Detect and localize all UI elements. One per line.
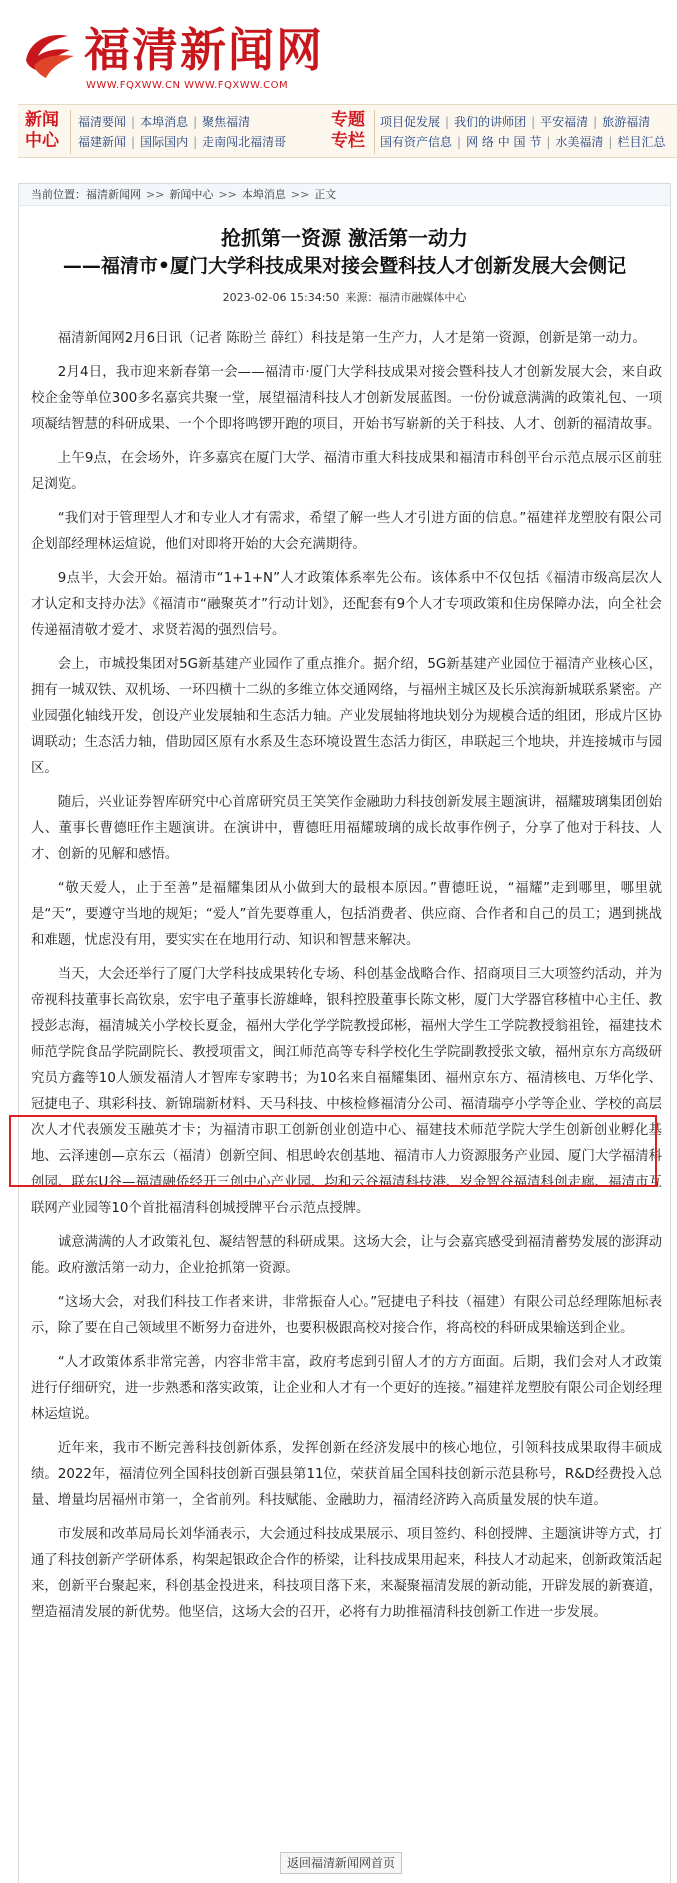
article-paragraph: 福清新闻网2月6日讯（记者 陈盼兰 薛红）科技是第一生产力，人才是第一资源，创新是第一动力。 (57, 331, 646, 346)
nav-link[interactable]: 水美福清 (555, 135, 604, 149)
breadcrumb-item: 正文 (314, 188, 337, 201)
nav-news-block (18, 105, 328, 159)
bird-logo-icon (20, 26, 80, 86)
nav-link[interactable]: 本埠消息 (140, 115, 189, 129)
nav-special-row-2: 国有资产信息 | 网 络 中 国 节 | 水美福清 | 栏目汇总 (380, 135, 666, 149)
nav-special-title[interactable]: 专题 专栏 (331, 110, 365, 151)
nav-link[interactable]: 国有资产信息 (380, 135, 453, 149)
nav-link[interactable]: 走南闯北福清哥 (202, 135, 287, 149)
main-nav (18, 104, 677, 158)
breadcrumb-item[interactable]: 福清新闻网 (86, 188, 141, 201)
site-logo[interactable] (20, 20, 400, 98)
article-paragraph: “我们对于管理型人才和专业人才有需求，希望了解一些人才引进方面的信息。”福建祥龙塑胶有限公司企划部经理林运煊说，他们对即将开始的大会充满期待。 (31, 511, 662, 552)
nav-divider (374, 110, 375, 154)
article-paragraph: 市发展和改革局局长刘华涌表示，大会通过科技成果展示、项目签约、科创授牌、主题演讲等方式，打通了科技创新产学研体系，构架起银政企合作的桥梁，让科技成果用起来，科技人才动起来，创新政策活起来，创新平台聚起来，科创基金投进来，科技项目落下来，来凝聚福清发展的新动能，开辟发展的新赛道，塑造福清发展的新优势。他坚信，这场大会的召开，必将有力助推福清科技创新工作进一步发展。 (31, 1527, 662, 1620)
nav-special-block (328, 105, 677, 159)
nav-news-row-1: 福清要闻 | 本埠消息 | 聚焦福清 (78, 115, 251, 129)
breadcrumb-label: 当前位置： (31, 188, 86, 201)
article-paragraph: “这场大会，对我们科技工作者来讲，非常振奋人心。”冠捷电子科技（福建）有限公司总经理陈旭标表示，除了要在自己领域里不断努力奋进外，也要积极跟高校对接合作，将高校的科研成果输送到企业。 (31, 1295, 662, 1336)
nav-link[interactable]: 栏目汇总 (617, 135, 666, 149)
article-date: 2023-02-06 15:34:50 (222, 291, 340, 304)
article-paragraph: 当天，大会还举行了厦门大学科技成果转化专场、科创基金战略合作、招商项目三大项签约活动，并为帝视科技董事长高钦泉，宏宇电子董事长游雄峰，银科控股董事长陈文彬，厦门大学器官移植中心主任、教授彭志海，福清城关小学校长夏金，福州大学化学学院教授邱彬，福州大学生工学院教授翁祖铨，福建技术师范学院食品学院副院长、教授项雷文，闽江师范高等专科学校化生学院副教授张文敏，福州京东方高级研究员方鑫等10人颁发福清人才智库专家聘书；为10名来自福耀集团、福州京东方、福清核电、万华化学、冠捷电子、琪彩科技、新锦瑞新材料、天马科技、中核检修福清分公司、福清瑞亭小学等企业、学校的高层次人才代表颁发玉融英才卡；为福清市职工创新创业创造中心、福建技术师范学院大学生创新创业孵化基地、云泽速创—京东云（福清）创新空间、相思岭农创基地、福清市人力资源服务产业园、厦门大学福清科创园、联东U谷—福清融侨经开三创中心产业园、均和云谷福清科技港、岁金智谷福清科创走廊、福清市互联网产业园等10个首批福清科创城授牌平台示范点授牌。 (31, 967, 662, 1216)
article-paragraph: 随后，兴业证券智库研究中心首席研究员王笑笑作金融助力科技创新发展主题演讲，福耀玻璃集团创始人、董事长曹德旺作主题演讲。在演讲中，曹德旺用福耀玻璃的成长故事作例子，分享了他对于科技、人才、创新的见解和感悟。 (31, 795, 662, 862)
nav-link[interactable]: 旅游福清 (602, 115, 651, 129)
site-name: 福清新闻网 (84, 23, 324, 77)
nav-link[interactable]: 项目促发展 (380, 115, 441, 129)
back-home-button[interactable]: 返回福清新闻网首页 (280, 1852, 402, 1874)
breadcrumb-item[interactable]: 新闻中心 (169, 188, 214, 201)
nav-news-title[interactable]: 新闻 中心 (25, 110, 59, 151)
article-title: 抢抓第一资源 激活第一动力 (221, 226, 468, 250)
article-paragraph: “人才政策体系非常完善，内容非常丰富，政府考虑到引留人才的方方面面。后期，我们会对人才政策进行仔细研究，进一步熟悉和落实政策，让企业和人才有一个更好的连接。”福建祥龙塑胶有限公司企划经理林运煊说。 (31, 1355, 662, 1422)
article-paragraph: “敬天爱人，止于至善”是福耀集团从小做到大的最根本原因。”曹德旺说，“福耀”走到哪里，哪里就是“天”，要遵守当地的规矩；“爱人”首先要尊重人，包括消费者、供应商、合作者和自己的员工；遇到挑战和难题，忧虑没有用，要实实在在地用行动、知识和智慧来解决。 (31, 881, 662, 948)
nav-news-row-2: 福建新闻 | 国际国内 | 走南闯北福清哥 (78, 135, 287, 149)
nav-link[interactable]: 我们的讲师团 (454, 115, 527, 129)
breadcrumb-item[interactable]: 本埠消息 (241, 188, 286, 201)
highlight-annotation-box (9, 1115, 657, 1187)
nav-link[interactable]: 聚焦福清 (202, 115, 251, 129)
article-paragraph: 上午9点，在会场外，许多嘉宾在厦门大学、福清市重大科技成果和福清市科创平台示范点展示区前驻足浏览。 (31, 451, 662, 492)
site-urls: WWW.FQXWW.CN WWW.FQXWW.COM (86, 80, 289, 91)
article-paragraph: 2月4日，我市迎来新春第一会——福清市·厦门大学科技成果对接会暨科技人才创新发展大会，来自政校企金等单位300多名嘉宾共聚一堂，展望福清科技人才创新发展蓝图。一份份诚意满满的政策礼包、一项项凝结智慧的科研成果、一个个即将鸣锣开跑的项目，开始书写崭新的关于科技、人才、创新的福清故事。 (31, 365, 662, 432)
nav-link[interactable]: 福建新闻 (78, 135, 127, 149)
breadcrumb: 当前位置：福清新闻网 >> 新闻中心 >> 本埠消息 >> 正文 (19, 184, 670, 206)
article-paragraph: 9点半，大会开始。福清市“1+1+N”人才政策体系率先公布。该体系中不仅包括《福清市级高层次人才认定和支持办法》《福清市“融聚英才”行动计划》，还配套有9个人才专项政策和住房保障办法，向全社会传递福清敬才爱才、求贤若渴的强烈信号。 (31, 571, 662, 638)
article-source: 来源：福清市融媒体中心 (345, 291, 467, 304)
article-paragraph: 近年来，我市不断完善科技创新体系，发挥创新在经济发展中的核心地位，引领科技成果取得丰硕成绩。2022年，福清位列全国科技创新百强县第11位，荣获首届全国科技创新示范县称号，R&D经费投入总量、增量均居福州市第一，全省前列。科技赋能、金融助力，福清经济跨入高质量发展的快车道。 (31, 1441, 662, 1508)
nav-divider (70, 110, 71, 154)
nav-special-row-1: 项目促发展 | 我们的讲师团 | 平安福清 | 旅游福清 (380, 115, 651, 129)
nav-link[interactable]: 平安福清 (540, 115, 589, 129)
article-body (31, 326, 662, 1634)
nav-link[interactable]: 网 络 中 国 节 (466, 135, 542, 149)
article-container (18, 183, 671, 1883)
article-meta (19, 290, 670, 306)
article-paragraph: 会上，市城投集团对5G新基建产业园作了重点推介。据介绍，5G新基建产业园位于福清产业核心区，拥有一城双铁、双机场、一环四横十二纵的多维立体交通网络，与福州主城区及长乐滨海新城联系紧密。产业园强化轴线开发，创设产业发展轴和生态活力轴。产业发展轴将地块划分为规模合适的组团，形成片区协调联动；生态活力轴，借助园区原有水系及生态环境设置生态活力街区，串联起三个地块，并连接城市与园区。 (31, 657, 662, 776)
article-paragraph: 诚意满满的人才政策礼包、凝结智慧的科研成果。这场大会，让与会嘉宾感受到福清蓄势发展的澎湃动能。政府激活第一动力，企业抢抓第一资源。 (31, 1235, 662, 1276)
nav-link[interactable]: 福清要闻 (78, 115, 127, 129)
nav-link[interactable]: 国际国内 (140, 135, 189, 149)
article-subtitle: ——福清市•厦门大学科技成果对接会暨科技人才创新发展大会侧记 (62, 255, 627, 277)
site-header (0, 0, 677, 100)
